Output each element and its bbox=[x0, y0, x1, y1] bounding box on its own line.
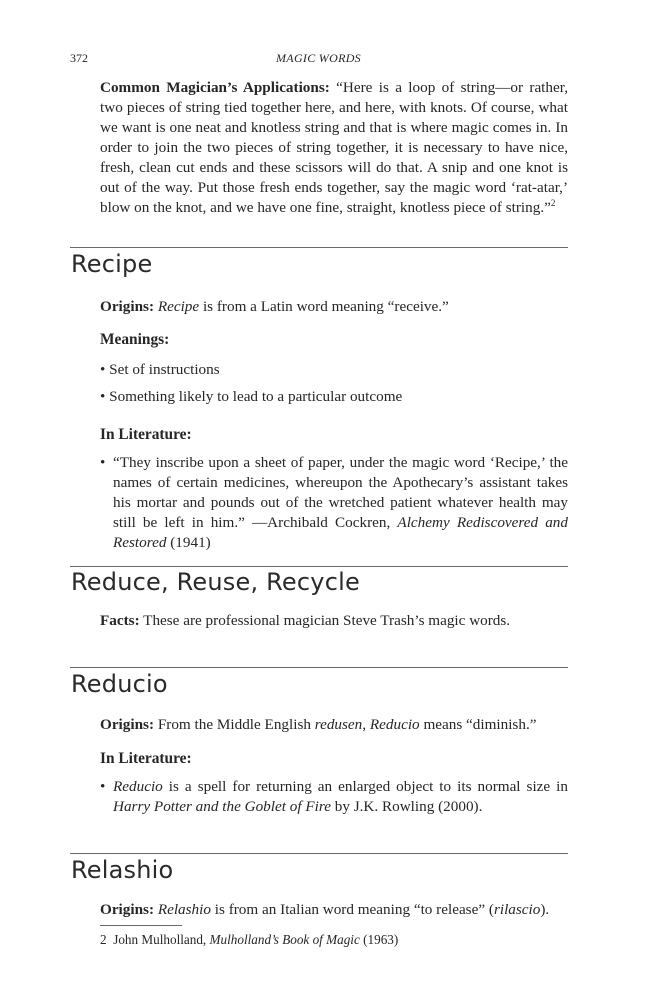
origins-label: Origins: bbox=[100, 298, 155, 315]
reducio-origins: Origins: From the Middle English redusen, Reducio means “diminish.” bbox=[100, 716, 537, 733]
intro-label: Common Magician’s Applications: bbox=[100, 79, 330, 96]
literature-label: In Literature: bbox=[100, 750, 192, 767]
list-item: • Something likely to lead to a particular outcome bbox=[100, 388, 403, 405]
intro-text: “Here is a loop of string—or rather, two pieces of string tied together here, and here, with knots. Of course, what we want is one neat and knotless string and that is where magic comes in. In order to join the two pieces of string together, it is necessary to have nice, fresh, clean cut ends and these scissors will do that. A snip and one knot is out of the way. Put those fresh ends together, say the magic word ‘rat-atar,’ blow on the knot, and we have one fine, straight, knotless piece of string.” bbox=[100, 79, 568, 216]
section-divider bbox=[70, 247, 568, 248]
section-divider bbox=[70, 667, 568, 668]
intro-paragraph bbox=[100, 78, 568, 218]
book-year: (1941) bbox=[166, 534, 211, 551]
literature-note: • Reducio is a spell for returning an enlarged object to its normal size in Harry Potter and the Goblet of Fire by J.K. Rowling (2000). bbox=[100, 778, 568, 815]
recipe-origins bbox=[100, 297, 568, 317]
footnote: 2 John Mulholland, Mulholland’s Book of Magic (1963) bbox=[100, 932, 399, 947]
entry-title-relashio: Relashio bbox=[71, 856, 174, 884]
literature-label: In Literature: bbox=[100, 426, 192, 443]
origins-text: is from a Latin word meaning “receive.” bbox=[199, 298, 449, 315]
section-divider bbox=[70, 853, 568, 854]
meanings-label: Meanings: bbox=[100, 331, 170, 348]
entry-title-reducio: Reducio bbox=[71, 670, 168, 698]
book-title: Alchemy Rediscovered and Restored bbox=[113, 514, 568, 551]
origins-word: Recipe bbox=[157, 298, 200, 315]
facts-text: These are professional magician Steve Trash’s magic words. bbox=[139, 612, 511, 629]
literature-quote: • “They inscribe upon a sheet of paper, under the magic word ‘Recipe,’ the names of certain medicines, whereupon the Apothecary’s assistant takes his mortar and pounds out of the wretched patient whatever health may still be left in him.” —Archibald Cockren, Alchemy Rediscovered and Restored (1941) bbox=[100, 454, 568, 551]
footnote-book: Mulholland’s Book of Magic bbox=[209, 932, 360, 947]
running-title: MAGIC WORDS bbox=[276, 51, 361, 65]
footnote-ref: 2 bbox=[550, 197, 556, 208]
entry-title-reduce-reuse-recycle: Reduce, Reuse, Recycle bbox=[71, 568, 360, 596]
facts-label: Facts: bbox=[100, 612, 140, 629]
book-title: Harry Potter and the Goblet of Fire bbox=[113, 798, 331, 815]
page-number: 372 bbox=[70, 51, 88, 65]
origins-label: Origins: bbox=[100, 901, 155, 918]
list-item: • Set of instructions bbox=[100, 361, 220, 378]
running-head bbox=[70, 51, 567, 67]
relashio-origins: Origins: Relashio is from an Italian word meaning “to release” (rilascio). bbox=[100, 901, 550, 918]
origins-label: Origins: bbox=[100, 716, 155, 733]
footnote-divider bbox=[100, 925, 182, 926]
recycle-facts bbox=[100, 611, 568, 631]
quote-text: “They inscribe upon a sheet of paper, under the magic word ‘Recipe,’ the names of certain medicines, whereupon the Apothecary’s assistant takes his mortar and pounds out of the wretched patient whatever health may still be left in him.” —Archibald Cockren, bbox=[113, 454, 568, 531]
section-divider bbox=[70, 566, 568, 567]
footnote-number: 2 bbox=[100, 932, 107, 947]
entry-title-recipe: Recipe bbox=[71, 250, 153, 278]
